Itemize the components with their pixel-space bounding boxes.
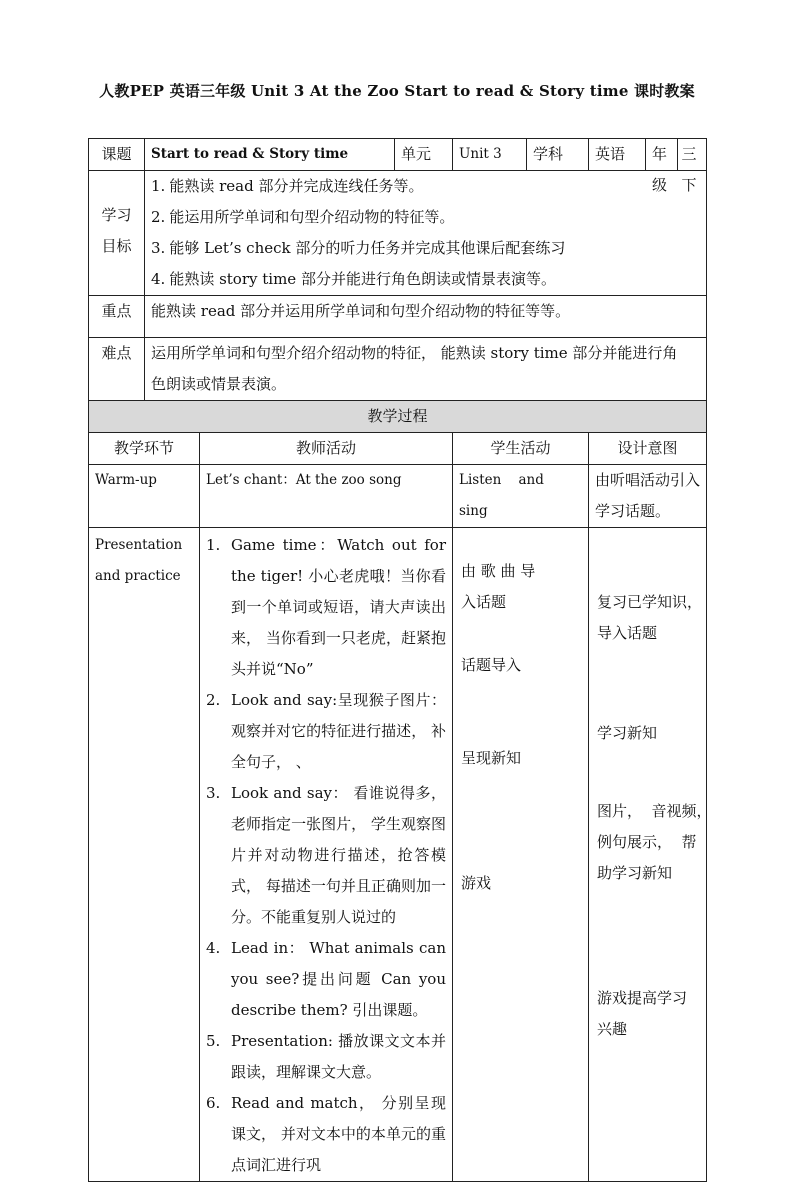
presentation-stage: Presentation and practice [89,528,200,1182]
goal-item: 2. 能运用所学单词和句型介绍动物的特征等。 [151,208,455,226]
warmup-intent: 由听唱活动引入学习话题。 [589,465,707,528]
intent-note: 图片， 音视频， [597,802,712,820]
presentation-intent [589,528,712,1182]
key-point-row [89,296,707,338]
process-header-row [89,401,707,433]
key-point-label: 重点 [89,296,145,338]
teacher-activity-item: 1. Game time：Watch out for the tiger! 小心老虎哦！当你看到一个单词或短语，请大声读出来， 当你看到一只老虎，赶紧抱头并说“No” [206,536,446,678]
column-intent: 设计意图 [589,433,707,465]
teacher-activity-item: 5. Presentation: 播放课文文本并跟读，理解课文大意。 [206,1032,446,1081]
intent-note: 兴趣 [597,1020,628,1038]
unit-label: 单元 [395,139,453,171]
warmup-stage: Warm-up [89,465,200,528]
topic-label: 课题 [89,139,145,171]
lesson-plan-table [88,138,712,1182]
presentation-teacher [200,528,453,1182]
process-header: 教学过程 [89,401,707,433]
presentation-student [453,528,589,1182]
intent-note: 助学习新知 [597,864,673,882]
teacher-activity-list [206,530,446,1181]
subject-value: 英语 [589,139,646,171]
teacher-activity-item: 4. Lead in： What animals can you see?提出问题 Can you describe them? 引出课题。 [206,939,446,1019]
warmup-teacher: Let’s chant：At the zoo song [200,465,453,528]
goals-label: 学习 目标 [89,171,145,296]
teacher-activity-item: 6. Read and match， 分别呈现课文， 并对文本中的本单元的重点词汇进行巩 [206,1094,446,1174]
grade-value: 三下 [681,145,697,194]
key-point-text: 能熟读 read 部分并运用所学单词和句型介绍动物的特征等等。 [145,296,707,338]
unit-value: Unit 3 [453,139,527,171]
goals-list [151,171,700,295]
warmup-student: Listen and sing [453,465,589,528]
student-note: 话题导入 [461,656,522,674]
goal-item: 1. 能熟读 read 部分并完成连线任务等。 [151,177,424,195]
topic-value: Start to read & Story time [145,139,395,171]
student-note: 入话题 [461,593,507,611]
subject-label: 学科 [527,139,589,171]
student-note: 由 歌 曲 导 [461,562,536,580]
teacher-activity-item: 2. Look and say:呈现猴子图片：观察并对它的特征进行描述， 补全句子， 、 [206,691,446,771]
intent-note: 游戏提高学习 [597,989,688,1007]
teacher-activity-item: 3. Look and say： 看谁说得多，老师指定一张图片， 学生观察图片并对动物进行描述，抢答模式， 每描述一句并且正确则加一分。不能重复别人说过的 [206,784,446,926]
process-columns-row [89,433,707,465]
warmup-row [89,465,707,528]
goal-item: 4. 能熟读 story time 部分并能进行角色朗读或情景表演等。 [151,270,556,288]
intent-note: 复习已学知识， [597,593,703,611]
header-row [89,139,707,171]
column-teacher: 教师活动 [200,433,453,465]
presentation-row [89,528,707,1182]
student-note: 游戏 [461,874,492,892]
goal-item: 3. 能够 Let’s check 部分的听力任务并完成其他课后配套练习 [151,239,566,257]
grade-label: 年级 [646,139,678,170]
intent-note: 导入话题 [597,624,658,642]
difficulty-label: 难点 [89,338,145,401]
column-student-cell: 学生活动 [453,433,589,465]
goals-content [145,171,707,296]
intent-note: 学习新知 [597,724,658,742]
student-note: 呈现新知 [461,749,522,767]
document-title: 人教PEP 英语三年级 Unit 3 At the Zoo Start to read & Story time 课时教案 [99,82,695,100]
grade-cell [646,139,707,194]
difficulty-text: 运用所学单词和句型介绍介绍动物的特征， 能熟读 story time 部分并能进行角 色朗读或情景表演。 [145,338,707,401]
column-stage: 教学环节 [89,433,200,465]
goals-row [89,171,707,296]
difficulty-row [89,338,707,401]
intent-note: 例句展示， 帮 [597,833,697,851]
